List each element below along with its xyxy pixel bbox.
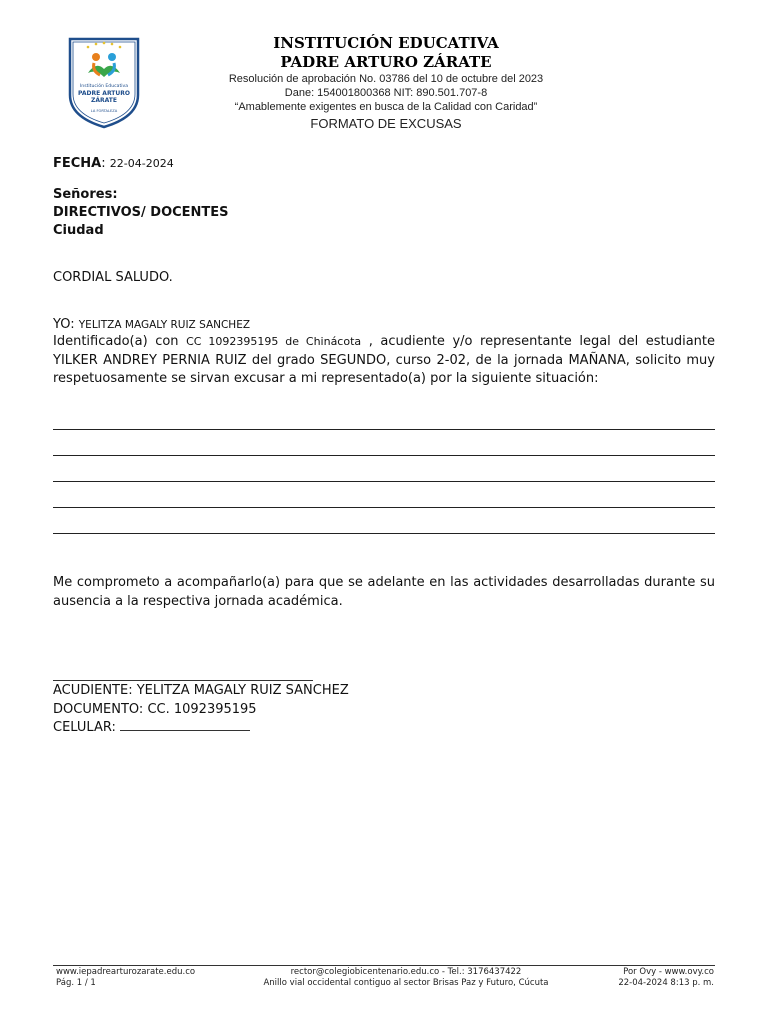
recipient-line1: Señores:: [53, 187, 118, 202]
school-logo: [66, 33, 142, 129]
institution-name-line1: INSTITUCIÓN EDUCATIVA: [273, 34, 499, 52]
logo-name-line2: ZÁRATE: [91, 97, 117, 104]
dane-nit-text: Dane: 154001800368 NIT: 890.501.707-8: [284, 87, 488, 99]
logo-name-line1: PADRE ARTURO: [78, 90, 130, 97]
footer-page: Pág. 1 / 1: [56, 978, 96, 988]
paragraph-part1: Identificado(a) con: [53, 334, 187, 349]
footer-timestamp: 22-04-2024 8:13 p. m.: [618, 978, 714, 988]
celular-blank[interactable]: [120, 719, 250, 731]
documento-line: DOCUMENTO: CC. 1092395195: [53, 701, 257, 717]
footer-contact: rector@colegiobicentenario.edu.co - Tel.: 3176437422: [290, 967, 522, 977]
acudiente-line: ACUDIENTE: YELITZA MAGALY RUIZ SANCHEZ: [53, 683, 349, 698]
date-line: FECHA: 22-04-2024: [53, 156, 174, 171]
footer-divider: [53, 965, 715, 966]
footer-website[interactable]: www.iepadrearturozarate.edu.co: [56, 967, 196, 977]
motto-text: “Amablemente exigentes en busca de la Calidad con Caridad”: [234, 101, 538, 113]
recipient-block: [53, 186, 229, 240]
situation-line-5[interactable]: [53, 533, 715, 534]
situation-line-2[interactable]: [53, 455, 715, 456]
footer-left: [56, 967, 195, 989]
document-header: [150, 34, 622, 132]
situation-line-4[interactable]: [53, 507, 715, 508]
date-value: 22-04-2024: [109, 157, 174, 170]
paragraph-document: CC 1092395195 de Chinácota: [186, 335, 362, 348]
date-label: FECHA: [53, 156, 102, 171]
greeting: CORDIAL SALUDO.: [53, 270, 173, 285]
celular-label: CELULAR:: [53, 720, 120, 735]
situation-line-1[interactable]: [53, 429, 715, 430]
yo-label: YO:: [53, 317, 75, 332]
yo-name: YELITZA MAGALY RUIZ SANCHEZ: [78, 319, 251, 331]
signature-line[interactable]: [53, 680, 313, 681]
yo-line: [53, 317, 250, 332]
celular-line: [53, 719, 349, 738]
paragraph-part2: , acudiente y/o representante legal del estudiante YILKER ANDREY PERNIA RUIZ del grado SEGUNDO, curso 2-02, de la jornada MAÑANA, solicito muy respetuosamente se sirvan excusar a mi representado(a) por la siguiente situación:: [53, 334, 716, 386]
footer-generator: Por Ovy - www.ovy.co: [623, 967, 714, 977]
logo-bottom-text: LA FORTALEZA: [90, 109, 118, 113]
commitment-paragraph: Me comprometo a acompañarlo(a) para que se adelante en las actividades desarrolladas durante su ausencia a la respectiva jornada académica.: [53, 575, 715, 609]
footer-center: [230, 967, 582, 989]
footer-right: [618, 967, 714, 989]
situation-line-3[interactable]: [53, 481, 715, 482]
signature-block: [53, 682, 349, 738]
body-paragraph: [53, 333, 715, 389]
recipient-line3: Ciudad: [53, 223, 104, 238]
logo-top-text: Institución Educativa: [79, 84, 129, 89]
resolution-text: Resolución de aprobación No. 03786 del 10 de octubre del 2023: [228, 73, 544, 85]
form-title: FORMATO DE EXCUSAS: [310, 116, 462, 131]
institution-name-line2: PADRE ARTURO ZÁRATE: [280, 53, 492, 71]
recipient-line2: DIRECTIVOS/ DOCENTES: [53, 205, 229, 220]
footer-address: Anillo vial occidental contiguo al sector Brisas Paz y Futuro, Cúcuta: [263, 978, 549, 988]
